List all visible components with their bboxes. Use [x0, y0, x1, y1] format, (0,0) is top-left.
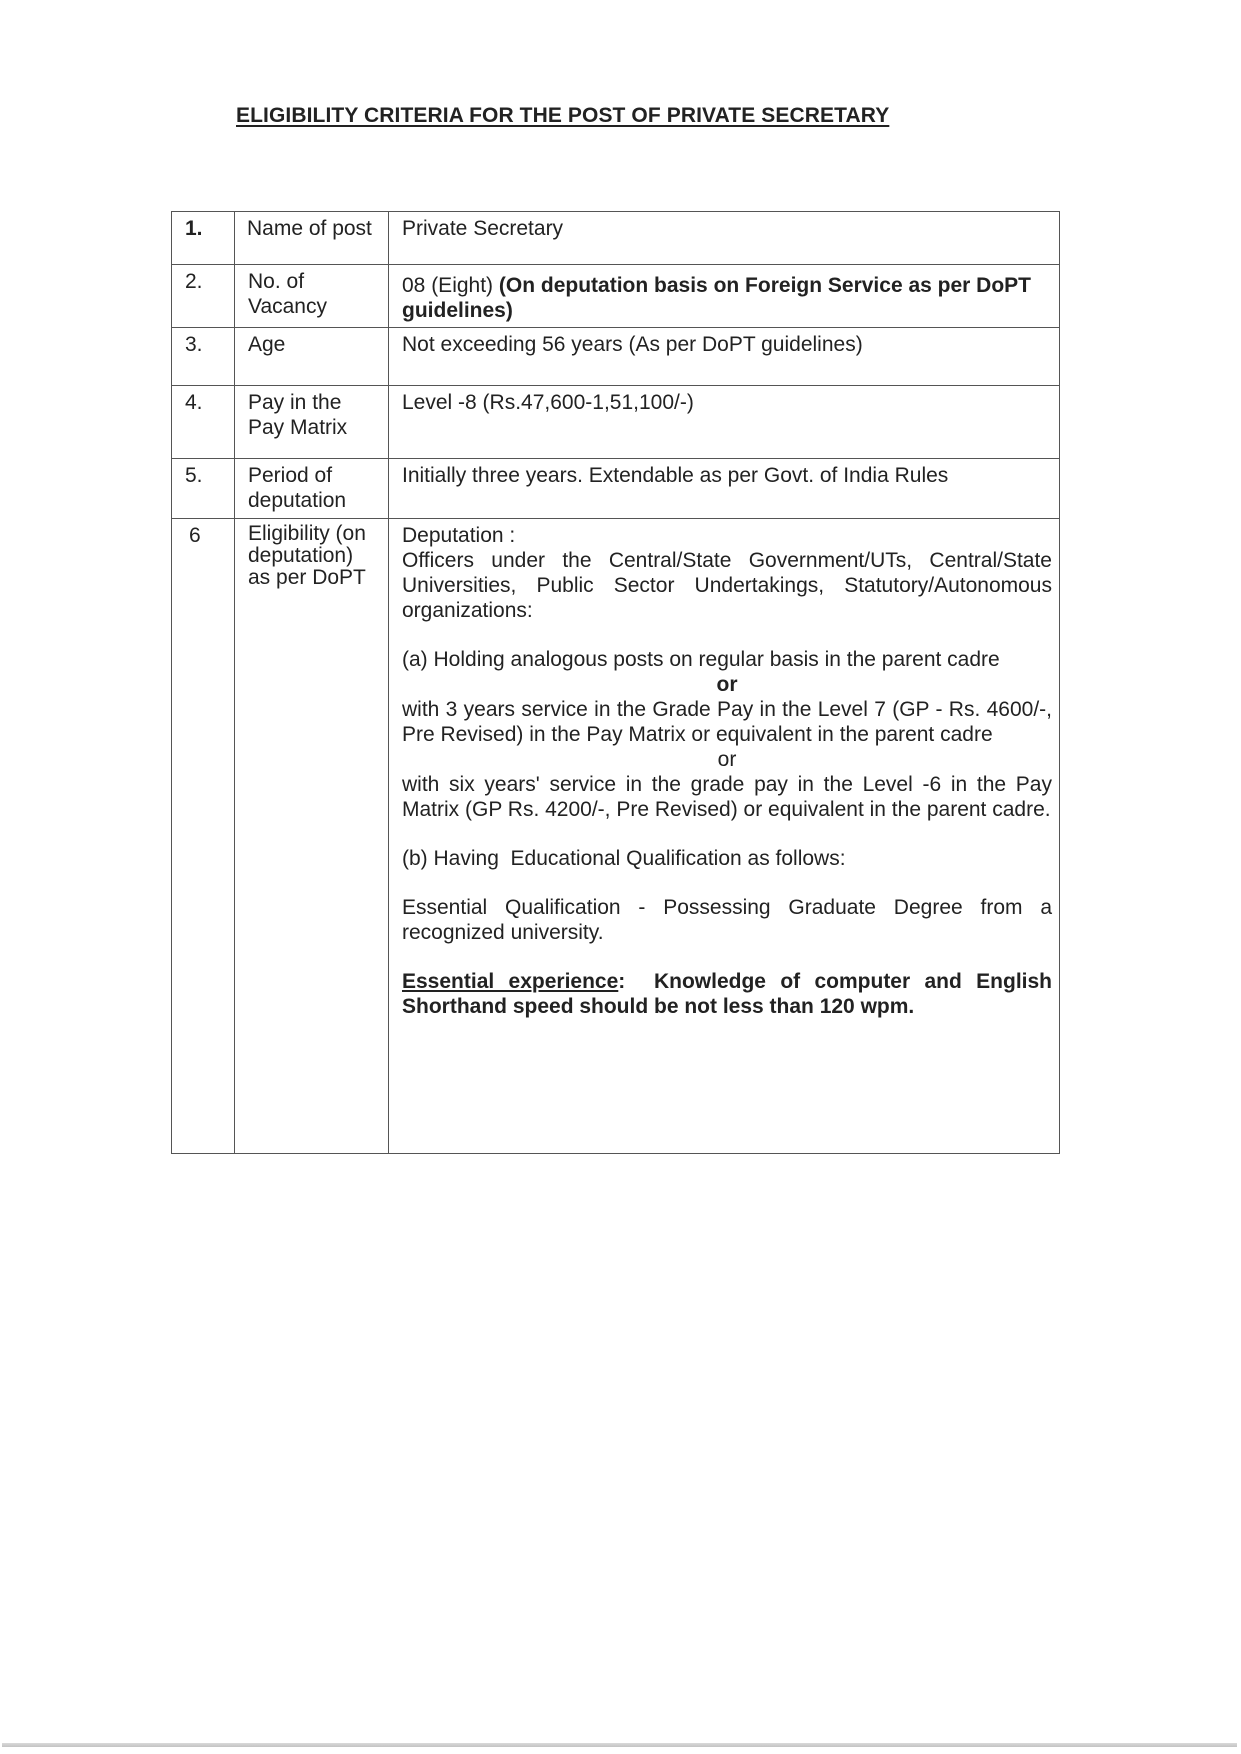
- row-label: Eligibility (on deputation) as per DoPT: [235, 519, 389, 1154]
- row-label: Period of deputation: [235, 459, 389, 519]
- officers-paragraph: Officers under the Central/State Government/UTs, Central/State Universities, Public Sector Undertakings, Statutory/Autonomous organizations:: [402, 549, 1052, 622]
- table-row-name-of-post: [172, 212, 1060, 265]
- document-title: ELIGIBILITY CRITERIA FOR THE POST OF PRIVATE SECRETARY: [236, 104, 890, 127]
- row-label: Name of post: [235, 212, 389, 265]
- row-number: 4.: [172, 386, 235, 459]
- row-number: 5.: [172, 459, 235, 519]
- row-number: 1.: [172, 212, 235, 265]
- clause-a-holding: (a) Holding analogous posts on regular basis in the parent cadre: [402, 648, 1000, 671]
- experience-colon: :: [618, 970, 626, 993]
- essential-experience: [402, 969, 1052, 1019]
- table-row-period: [172, 459, 1060, 519]
- row-value: Private Secretary: [389, 212, 1060, 265]
- deputation-heading: Deputation :: [402, 524, 516, 547]
- table-row-vacancy: [172, 265, 1060, 328]
- clause-a-three-years: with 3 years service in the Grade Pay in the Level 7 (GP - Rs. 4600/-, Pre Revised) in the Pay Matrix or equivalent in the parent cadre: [402, 698, 1052, 746]
- scan-edge-line: [2, 1743, 1237, 1747]
- table-row-age: [172, 328, 1060, 386]
- row-value: [389, 265, 1060, 328]
- row-label: Pay in the Pay Matrix: [235, 386, 389, 459]
- eligibility-table: [171, 211, 1060, 1154]
- vacancy-count: 08 (Eight): [402, 274, 499, 297]
- table-row-pay: [172, 386, 1060, 459]
- row-value: Not exceeding 56 years (As per DoPT guidelines): [389, 328, 1060, 386]
- clause-b-having: (b) Having Educational Qualification as follows:: [402, 847, 846, 870]
- row-label: Age: [235, 328, 389, 386]
- clause-a-six-years: with six years' service in the grade pay in the Level -6 in the Pay Matrix (GP Rs. 4200/-, Pre Revised) or equivalent in the parent cadre.: [402, 773, 1052, 821]
- or-separator: or: [717, 748, 737, 771]
- row-number: 3.: [172, 328, 235, 386]
- experience-text: Knowledge of computer and English Shorthand speed should be not less than 120 wpm.: [402, 970, 1053, 1018]
- row-number: 2.: [172, 265, 235, 328]
- table-row-eligibility: [172, 519, 1060, 1154]
- eligibility-details: [389, 519, 1060, 1154]
- vacancy-note: (On deputation basis on Foreign Service as per DoPT guidelines): [402, 274, 1031, 322]
- row-value: Initially three years. Extendable as per Govt. of India Rules: [389, 459, 1060, 519]
- row-value: Level -8 (Rs.47,600-1,51,100/-): [389, 386, 1060, 459]
- or-separator: or: [716, 673, 738, 696]
- essential-qualification: Essential Qualification - Possessing Graduate Degree from a recognized university.: [402, 896, 1052, 944]
- experience-label: Essential experience: [402, 970, 619, 993]
- row-number: 6: [172, 519, 235, 1154]
- row-label: No. of Vacancy: [235, 265, 389, 328]
